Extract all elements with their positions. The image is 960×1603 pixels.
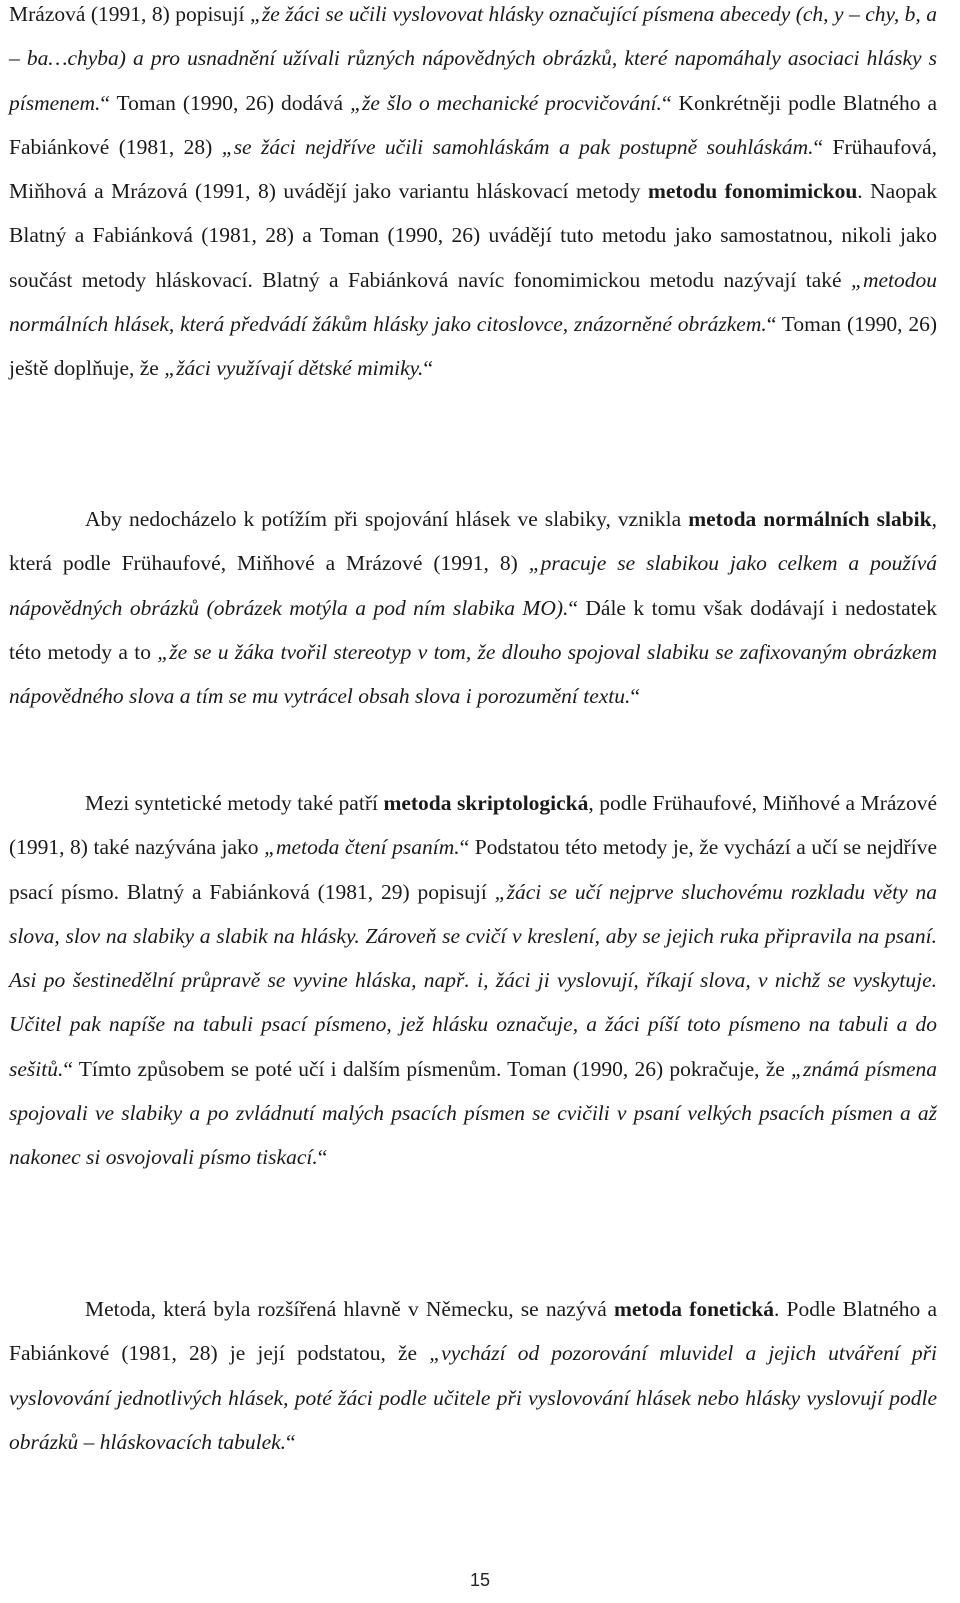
text-run: Metoda, která byla rozšířená hlavně v Německu, se nazývá <box>85 1297 614 1321</box>
text-run: “ Frühaufová, Miňhová a Mrázová (1991, 8) uvádějí jako variantu hláskovací metody <box>9 134 937 204</box>
text-run: “ Konkrétněji podle Blatného a Fabiánkové (1981, 28) <box>9 90 937 159</box>
text-run: Mrázová (1991, 8) popisují <box>9 2 250 26</box>
term-highlight: metoda skriptologická <box>383 791 589 815</box>
text-run: Mezi syntetické metody také patří <box>85 791 384 815</box>
text-run: “ Toman (1990, 26) ještě doplňuje, že <box>9 312 938 381</box>
quotation: „žáci využívají dětské mimiky. <box>164 356 424 381</box>
text-run: “ Podstatou této metody je, že vychází a učí se nejdříve psací písmo. Blatný a Fabiánková (1981, 29) popisují <box>9 835 937 904</box>
text-run: , podle Frühaufové, Miňhové a Mrázové (1991, 8) také nazývána jako <box>9 791 937 860</box>
text-run: , která podle Frühaufové, Miňhové a Mrázové (1991, 8) <box>9 507 937 576</box>
quotation: „vychází od pozorování mluvidel a jejich utváření při vyslovování jednotlivých hlásek, poté žáci podle učitele při vyslovování hlásek nebo hlásky vyslovují podle obrázků – hláskovacích tabulek. <box>9 1341 937 1454</box>
quotation: „známá písmena spojovali ve slabiky a po zvládnutí malých psacích písmen se cvičili v psaní velkých psacích písmen a až nakonec si osvojovali písmo tiskací. <box>9 1056 937 1170</box>
term-highlight: metodu fonomimickou <box>647 179 858 204</box>
quotation: „se žáci nejdříve učili samohláskám a pak postupně souhláskám. <box>221 134 814 159</box>
quotation: „metoda čtení psaním. <box>264 835 460 860</box>
quotation: „žáci se učí nejprve sluchovému rozkladu věty na slova, slov na slabiky a slabik na hlásky. Zároveň se cvičí v kreslení, aby se jejich ruka připravila na psaní. Asi po šestinedělní průpravě se vyvine hláska, např. i, žáci ji vyslovují, říkají slova, v nichž se vyskytuje. Učitel pak napíše na tabuli psací písmeno, jež hlásku označuje, a žáci píší toto písmeno na tabuli a do sešitů. <box>9 879 937 1081</box>
text-run: . Naopak Blatný a Fabiánková (1981, 28) a Toman (1990, 26) uvádějí tuto metodu jako samostatnou, nikoli jako součást metody hláskovací. Blatný a Fabiánková navíc fonomimickou metodu nazývají také <box>9 179 937 292</box>
quotation: „že šlo o mechanické procvičování. <box>350 90 662 115</box>
text-run: “ Dále k tomu však dodávají i nedostatek této metody a to <box>9 595 937 664</box>
text-run: “ Toman (1990, 26) dodává <box>100 90 351 115</box>
text-run: “ <box>630 684 640 709</box>
text-run: Aby nedocházelo k potížím při spojování hlásek ve slabiky, vznikla <box>85 507 689 531</box>
quotation: „metodou normálních hlásek, která předvádí žákům hlásky jako citoslovce, znázorněné obrázkem. <box>9 267 937 337</box>
term-highlight: metoda normálních slabik <box>688 507 932 531</box>
paragraph-2 <box>9 497 937 718</box>
text-run: “ Tímto způsobem se poté učí i dalším písmenům. Toman (1990, 26) pokračuje, že <box>63 1056 792 1081</box>
text-run: “ <box>286 1429 296 1454</box>
quotation: „že žáci se učili vyslovovat hlásky označující písmena abecedy (ch, y – chy, b, a – ba…chyba) a pro usnadnění užívali různých nápovědných obrázků, které napomáhaly asociaci hlásky s písmenem. <box>9 2 937 115</box>
paragraph-4 <box>9 1287 937 1464</box>
term-highlight: metoda fonetická <box>613 1297 774 1321</box>
quotation: „že se u žáka tvořil stereotyp v tom, že dlouho spojoval slabiku se zafixovaným obrázkem nápovědného slova a tím se mu vytrácel obsah slova i porozumění textu. <box>9 639 938 709</box>
text-run: “ <box>423 356 433 381</box>
text-run: “ <box>317 1145 328 1170</box>
quotation: „pracuje se slabikou jako celkem a používá nápovědných obrázků (obrázek motýla a pod ním slabika MO). <box>9 551 937 620</box>
text-run: . Podle Blatného a Fabiánkové (1981, 28) je její podstatou, že <box>9 1297 937 1366</box>
paragraph-1 <box>9 0 937 391</box>
paragraph-3 <box>9 781 937 1180</box>
page-number: 15 <box>469 1570 491 1590</box>
